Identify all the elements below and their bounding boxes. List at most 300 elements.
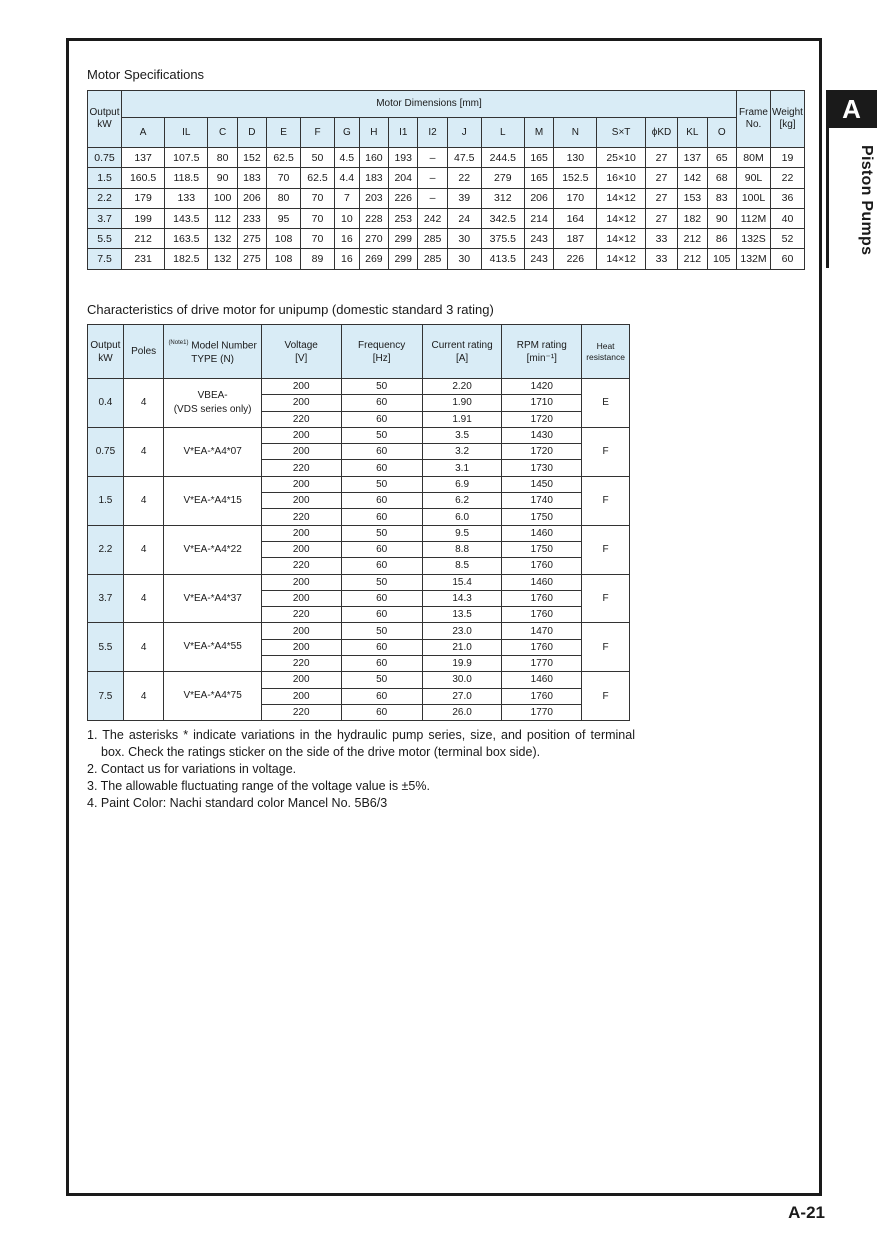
chars-cell: 1.90 xyxy=(422,395,502,411)
spec-cell: 7 xyxy=(335,188,360,208)
chars-model-cell xyxy=(164,672,261,721)
spec-cell: 183 xyxy=(237,168,266,188)
chars-cell: 1450 xyxy=(502,476,582,492)
spec-cell: 275 xyxy=(237,249,266,269)
spec-cell: 152.5 xyxy=(554,168,597,188)
spec-cell: – xyxy=(418,168,447,188)
spec-cell: 165 xyxy=(524,148,553,168)
spec-cell: 160.5 xyxy=(122,168,165,188)
spec-cell: 233 xyxy=(237,208,266,228)
spec-cell: 243 xyxy=(524,249,553,269)
chars-cell: 220 xyxy=(261,460,341,476)
chars-cell: 60 xyxy=(341,493,422,509)
section-tab-letter: A xyxy=(826,90,877,128)
chars-cell: 50 xyxy=(341,574,422,590)
spec-cell: 160 xyxy=(359,148,388,168)
chars-cell: 220 xyxy=(261,509,341,525)
spec-cell: 14×12 xyxy=(597,188,645,208)
chars-cell: 1760 xyxy=(502,607,582,623)
chars-cell: 1750 xyxy=(502,541,582,557)
spec-col-header: O xyxy=(707,118,736,148)
chars-cell: 200 xyxy=(261,590,341,606)
spec-cell: 27 xyxy=(645,168,677,188)
chars-cell: 60 xyxy=(341,509,422,525)
chars-cell: 1770 xyxy=(502,704,582,720)
spec-cell: 212 xyxy=(678,229,707,249)
chars-cell: 8.5 xyxy=(422,558,502,574)
notes xyxy=(87,727,635,812)
spec-cell: 16 xyxy=(335,229,360,249)
spec-cell: 22 xyxy=(771,168,805,188)
spec-cell: 187 xyxy=(554,229,597,249)
spec-cell: 342.5 xyxy=(481,208,524,228)
spec-row xyxy=(88,188,805,208)
spec-cell: 182.5 xyxy=(165,249,208,269)
spec-cell: 70 xyxy=(301,229,335,249)
spec-cell: 183 xyxy=(359,168,388,188)
chars-cell: 60 xyxy=(341,607,422,623)
spec-cell: 285 xyxy=(418,229,447,249)
spec-cell: 199 xyxy=(122,208,165,228)
chars-poles-cell: 4 xyxy=(123,525,164,574)
spec-cell: 137 xyxy=(122,148,165,168)
chars-cell: 21.0 xyxy=(422,639,502,655)
model-number: V*EA-*A4*07 xyxy=(183,445,242,457)
chars-model-cell xyxy=(164,623,261,672)
chars-cell: 6.9 xyxy=(422,476,502,492)
spec-cell: 133 xyxy=(165,188,208,208)
model-number: V*EA-*A4*37 xyxy=(183,592,242,604)
chars-row xyxy=(88,672,630,688)
spec-cell: 16×10 xyxy=(597,168,645,188)
spec-cell: 242 xyxy=(418,208,447,228)
chars-cell: 1760 xyxy=(502,558,582,574)
spec-cell: 206 xyxy=(524,188,553,208)
spec-cell: 299 xyxy=(389,229,418,249)
spec-cell: 243 xyxy=(524,229,553,249)
chars-cell: 200 xyxy=(261,623,341,639)
spec-header-weight: Weight [kg] xyxy=(771,91,805,148)
chars-heat-cell: F xyxy=(582,574,630,623)
spec-cell: 2.2 xyxy=(88,188,122,208)
spec-cell: 27 xyxy=(645,188,677,208)
spec-cell: 30 xyxy=(447,229,481,249)
chars-cell: 1760 xyxy=(502,639,582,655)
chars-cell: 13.5 xyxy=(422,607,502,623)
chars-cell: 50 xyxy=(341,672,422,688)
spec-cell: 279 xyxy=(481,168,524,188)
spec-cell: 375.5 xyxy=(481,229,524,249)
spec-cell: 132 xyxy=(208,229,237,249)
spec-cell: 285 xyxy=(418,249,447,269)
spec-cell: 231 xyxy=(122,249,165,269)
spec-cell: 22 xyxy=(447,168,481,188)
chars-cell: 50 xyxy=(341,623,422,639)
spec-cell: 413.5 xyxy=(481,249,524,269)
chars-model-cell xyxy=(164,476,261,525)
model-number: VBEA- xyxy=(197,389,228,401)
chars-cell: 50 xyxy=(341,379,422,395)
chars-cell: 200 xyxy=(261,427,341,443)
spec-col-header: KL xyxy=(678,118,707,148)
spec-cell: 312 xyxy=(481,188,524,208)
spec-col-header: IL xyxy=(165,118,208,148)
spec-cell: 132S xyxy=(737,229,771,249)
chars-header-poles: Poles xyxy=(123,325,164,379)
chars-cell: 1460 xyxy=(502,574,582,590)
chars-output-cell: 5.5 xyxy=(88,623,124,672)
spec-cell: 226 xyxy=(389,188,418,208)
spec-cell: 132M xyxy=(737,249,771,269)
spec-cell: 269 xyxy=(359,249,388,269)
spec-cell: – xyxy=(418,188,447,208)
spec-cell: 152 xyxy=(237,148,266,168)
spec-col-header: A xyxy=(122,118,165,148)
chars-model-cell xyxy=(164,379,261,428)
chars-cell: 1760 xyxy=(502,688,582,704)
spec-cell: 62.5 xyxy=(267,148,301,168)
chars-cell: 8.8 xyxy=(422,541,502,557)
spec-cell: 270 xyxy=(359,229,388,249)
spec-row xyxy=(88,208,805,228)
spec-cell: 19 xyxy=(771,148,805,168)
spec-cell: 228 xyxy=(359,208,388,228)
chars-cell: 1710 xyxy=(502,395,582,411)
chars-header-frequency: Frequency [Hz] xyxy=(341,325,422,379)
chars-model-cell xyxy=(164,574,261,623)
spec-cell: 50 xyxy=(301,148,335,168)
chars-cell: 1770 xyxy=(502,656,582,672)
motor-spec-table xyxy=(87,90,805,270)
chars-heat-cell: F xyxy=(582,623,630,672)
spec-cell: 1.5 xyxy=(88,168,122,188)
chars-cell: 14.3 xyxy=(422,590,502,606)
spec-cell: 40 xyxy=(771,208,805,228)
chars-cell: 1740 xyxy=(502,493,582,509)
chars-cell: 1420 xyxy=(502,379,582,395)
spec-cell: 7.5 xyxy=(88,249,122,269)
spec-row xyxy=(88,168,805,188)
chars-cell: 200 xyxy=(261,574,341,590)
spec-col-header: S×T xyxy=(597,118,645,148)
spec-col-header: N xyxy=(554,118,597,148)
chars-cell: 1460 xyxy=(502,672,582,688)
chars-title: Characteristics of drive motor for unipump (domestic standard 3 rating) xyxy=(87,302,494,317)
spec-col-header: E xyxy=(267,118,301,148)
chars-heat-cell: F xyxy=(582,525,630,574)
spec-cell: 14×12 xyxy=(597,229,645,249)
spec-row xyxy=(88,229,805,249)
chars-heat-cell: F xyxy=(582,672,630,721)
spec-cell: 253 xyxy=(389,208,418,228)
chars-cell: 1460 xyxy=(502,525,582,541)
chars-output-cell: 3.7 xyxy=(88,574,124,623)
spec-col-header: L xyxy=(481,118,524,148)
chars-output-cell: 7.5 xyxy=(88,672,124,721)
chars-cell: 9.5 xyxy=(422,525,502,541)
chars-cell: 200 xyxy=(261,444,341,460)
spec-col-header: C xyxy=(208,118,237,148)
chars-cell: 60 xyxy=(341,411,422,427)
chars-row xyxy=(88,379,630,395)
chars-cell: 200 xyxy=(261,541,341,557)
chars-cell: 23.0 xyxy=(422,623,502,639)
spec-cell: 212 xyxy=(122,229,165,249)
spec-col-header: I2 xyxy=(418,118,447,148)
spec-cell: 90 xyxy=(707,208,736,228)
spec-cell: 143.5 xyxy=(165,208,208,228)
chars-cell: 2.20 xyxy=(422,379,502,395)
chars-output-cell: 0.4 xyxy=(88,379,124,428)
chars-cell: 60 xyxy=(341,590,422,606)
spec-cell: 179 xyxy=(122,188,165,208)
chars-cell: 200 xyxy=(261,476,341,492)
chars-row xyxy=(88,574,630,590)
chars-row xyxy=(88,525,630,541)
spec-cell: 89 xyxy=(301,249,335,269)
chars-cell: 200 xyxy=(261,493,341,509)
chars-cell: 1720 xyxy=(502,444,582,460)
chars-output-cell: 2.2 xyxy=(88,525,124,574)
chars-poles-cell: 4 xyxy=(123,427,164,476)
spec-cell: 33 xyxy=(645,249,677,269)
spec-cell: 70 xyxy=(301,188,335,208)
spec-cell: 153 xyxy=(678,188,707,208)
chars-cell: 60 xyxy=(341,704,422,720)
chars-header-voltage: Voltage [V] xyxy=(261,325,341,379)
spec-cell: 14×12 xyxy=(597,249,645,269)
spec-cell: 130 xyxy=(554,148,597,168)
chars-poles-cell: 4 xyxy=(123,672,164,721)
chars-header-rpm: RPM rating [min⁻¹] xyxy=(502,325,582,379)
spec-cell: 212 xyxy=(678,249,707,269)
spec-cell: 275 xyxy=(237,229,266,249)
chars-cell: 60 xyxy=(341,460,422,476)
spec-cell: 108 xyxy=(267,249,301,269)
chars-cell: 3.2 xyxy=(422,444,502,460)
chars-cell: 26.0 xyxy=(422,704,502,720)
chars-cell: 60 xyxy=(341,558,422,574)
chars-poles-cell: 4 xyxy=(123,623,164,672)
chars-cell: 60 xyxy=(341,444,422,460)
chars-poles-cell: 4 xyxy=(123,476,164,525)
spec-cell: 165 xyxy=(524,168,553,188)
chars-cell: 50 xyxy=(341,476,422,492)
spec-cell: 10 xyxy=(335,208,360,228)
spec-col-header: F xyxy=(301,118,335,148)
spec-cell: 203 xyxy=(359,188,388,208)
chars-output-cell: 1.5 xyxy=(88,476,124,525)
spec-cell: 226 xyxy=(554,249,597,269)
chars-cell: 1470 xyxy=(502,623,582,639)
chars-cell: 220 xyxy=(261,558,341,574)
chars-cell: 1.91 xyxy=(422,411,502,427)
chars-heat-cell: F xyxy=(582,476,630,525)
model-number: V*EA-*A4*15 xyxy=(183,494,242,506)
spec-header-output: Output kW xyxy=(88,91,122,148)
chars-cell: 60 xyxy=(341,656,422,672)
chars-cell: 220 xyxy=(261,607,341,623)
note-4: 4. Paint Color: Nachi standard color Mancel No. 5B6/3 xyxy=(87,796,388,810)
spec-cell: 80 xyxy=(267,188,301,208)
spec-cell: 182 xyxy=(678,208,707,228)
spec-cell: 132 xyxy=(208,249,237,269)
spec-cell: 68 xyxy=(707,168,736,188)
spec-cell: 137 xyxy=(678,148,707,168)
spec-cell: 164 xyxy=(554,208,597,228)
spec-col-header: ϕKD xyxy=(645,118,677,148)
model-number: V*EA-*A4*55 xyxy=(183,641,242,653)
spec-row xyxy=(88,148,805,168)
chars-cell: 200 xyxy=(261,395,341,411)
chars-cell: 60 xyxy=(341,541,422,557)
chars-cell: 200 xyxy=(261,639,341,655)
spec-col-header: H xyxy=(359,118,388,148)
spec-cell: 0.75 xyxy=(88,148,122,168)
spec-cell: 80M xyxy=(737,148,771,168)
spec-cell: 204 xyxy=(389,168,418,188)
chars-cell: 50 xyxy=(341,427,422,443)
spec-cell: 80 xyxy=(208,148,237,168)
spec-cell: 5.5 xyxy=(88,229,122,249)
spec-cell: 214 xyxy=(524,208,553,228)
chars-cell: 220 xyxy=(261,656,341,672)
chars-cell: 200 xyxy=(261,379,341,395)
drive-motor-table xyxy=(87,324,630,721)
chars-cell: 3.1 xyxy=(422,460,502,476)
spec-cell: 27 xyxy=(645,148,677,168)
chars-cell: 1730 xyxy=(502,460,582,476)
spec-header-frame: Frame No. xyxy=(737,91,771,148)
spec-cell: 14×12 xyxy=(597,208,645,228)
spec-title: Motor Specifications xyxy=(87,67,205,82)
note-2: 2. Contact us for variations in voltage. xyxy=(87,762,297,776)
chars-cell: 3.5 xyxy=(422,427,502,443)
chars-heat-cell: E xyxy=(582,379,630,428)
spec-cell: 206 xyxy=(237,188,266,208)
spec-cell: 25×10 xyxy=(597,148,645,168)
chars-cell: 1750 xyxy=(502,509,582,525)
page-number: A-21 xyxy=(788,1203,825,1222)
model-note: (VDS series only) xyxy=(173,403,252,415)
note-3: 3. The allowable fluctuating range of the voltage value is ±5%. xyxy=(87,779,430,793)
chars-cell: 30.0 xyxy=(422,672,502,688)
spec-cell: 142 xyxy=(678,168,707,188)
chars-cell: 60 xyxy=(341,688,422,704)
chars-cell: 15.4 xyxy=(422,574,502,590)
chars-heat-cell: F xyxy=(582,427,630,476)
chars-poles-cell: 4 xyxy=(123,379,164,428)
chars-cell: 200 xyxy=(261,672,341,688)
chars-header-output: Output kW xyxy=(88,325,124,379)
chars-header-current: Current rating [A] xyxy=(422,325,502,379)
spec-cell: 47.5 xyxy=(447,148,481,168)
spec-cell: 163.5 xyxy=(165,229,208,249)
chars-header-heat: Heat resistance xyxy=(582,325,630,379)
spec-cell: 170 xyxy=(554,188,597,208)
chars-cell: 50 xyxy=(341,525,422,541)
chars-cell: 60 xyxy=(341,639,422,655)
chars-row xyxy=(88,623,630,639)
spec-cell: – xyxy=(418,148,447,168)
chars-cell: 200 xyxy=(261,525,341,541)
chars-cell: 1720 xyxy=(502,411,582,427)
spec-cell: 95 xyxy=(267,208,301,228)
chars-row xyxy=(88,427,630,443)
spec-cell: 39 xyxy=(447,188,481,208)
spec-cell: 100 xyxy=(208,188,237,208)
spec-col-header: J xyxy=(447,118,481,148)
spec-col-header: M xyxy=(524,118,553,148)
spec-cell: 90 xyxy=(208,168,237,188)
spec-cell: 112M xyxy=(737,208,771,228)
spec-cell: 33 xyxy=(645,229,677,249)
chars-cell: 19.9 xyxy=(422,656,502,672)
spec-cell: 244.5 xyxy=(481,148,524,168)
spec-cell: 27 xyxy=(645,208,677,228)
chars-cell: 6.2 xyxy=(422,493,502,509)
spec-cell: 60 xyxy=(771,249,805,269)
spec-cell: 4.5 xyxy=(335,148,360,168)
spec-cell: 4.4 xyxy=(335,168,360,188)
spec-cell: 105 xyxy=(707,249,736,269)
spec-cell: 70 xyxy=(301,208,335,228)
chars-cell: 60 xyxy=(341,395,422,411)
chars-model-cell xyxy=(164,427,261,476)
chars-poles-cell: 4 xyxy=(123,574,164,623)
chars-cell: 1760 xyxy=(502,590,582,606)
chars-cell: 1430 xyxy=(502,427,582,443)
spec-cell: 16 xyxy=(335,249,360,269)
spec-cell: 193 xyxy=(389,148,418,168)
spec-cell: 30 xyxy=(447,249,481,269)
note-1: 1. The asterisks * indicate variations in the hydraulic pump series, size, and position of terminal box. Check the ratings sticker on the side of the drive motor (terminal box side). xyxy=(87,728,635,759)
spec-cell: 83 xyxy=(707,188,736,208)
spec-cell: 118.5 xyxy=(165,168,208,188)
model-number: V*EA-*A4*22 xyxy=(183,543,242,555)
spec-cell: 36 xyxy=(771,188,805,208)
spec-col-header: G xyxy=(335,118,360,148)
chars-output-cell: 0.75 xyxy=(88,427,124,476)
spec-col-header: I1 xyxy=(389,118,418,148)
chars-header-model: $^{(Note1)}$ Model Number TYPE (N) xyxy=(164,325,261,379)
chars-cell: 220 xyxy=(261,411,341,427)
spec-cell: 107.5 xyxy=(165,148,208,168)
chars-cell: 27.0 xyxy=(422,688,502,704)
spec-cell: 52 xyxy=(771,229,805,249)
section-tab-label: Piston Pumps xyxy=(858,145,875,256)
spec-cell: 3.7 xyxy=(88,208,122,228)
spec-cell: 65 xyxy=(707,148,736,168)
spec-header-dims: Motor Dimensions [mm] xyxy=(122,91,737,118)
spec-cell: 90L xyxy=(737,168,771,188)
chars-cell: 200 xyxy=(261,688,341,704)
spec-col-header: D xyxy=(237,118,266,148)
chars-cell: 220 xyxy=(261,704,341,720)
spec-cell: 70 xyxy=(267,168,301,188)
spec-cell: 86 xyxy=(707,229,736,249)
spec-cell: 24 xyxy=(447,208,481,228)
chars-cell: 6.0 xyxy=(422,509,502,525)
model-number: V*EA-*A4*75 xyxy=(183,690,242,702)
chars-model-cell xyxy=(164,525,261,574)
chars-row xyxy=(88,476,630,492)
spec-cell: 112 xyxy=(208,208,237,228)
spec-cell: 108 xyxy=(267,229,301,249)
spec-cell: 62.5 xyxy=(301,168,335,188)
spec-row xyxy=(88,249,805,269)
spec-cell: 100L xyxy=(737,188,771,208)
